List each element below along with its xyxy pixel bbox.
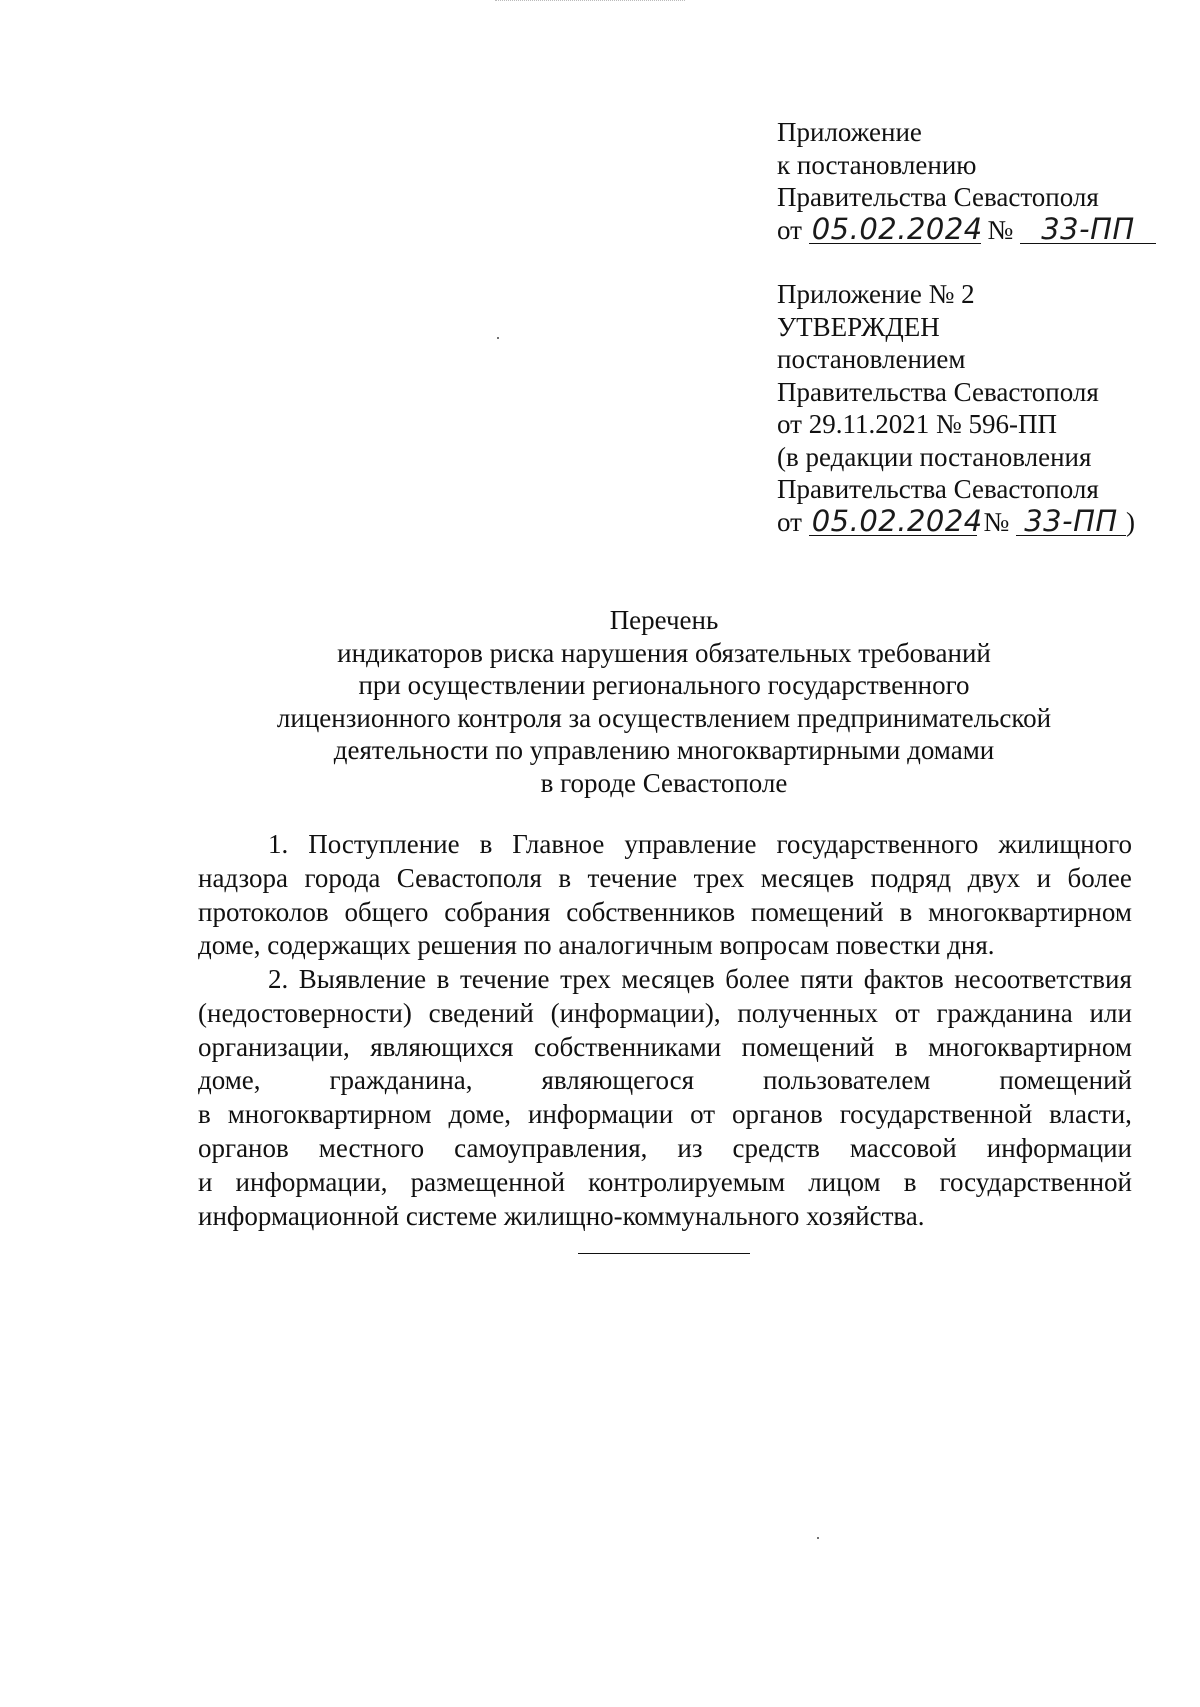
handwritten-date: 05.02.2024 (809, 215, 981, 244)
handwritten-date: 05.02.2024 (809, 507, 977, 536)
title-line: при осуществлении регионального государственного (358, 670, 970, 700)
title-heading: Перечень (609, 605, 719, 635)
list-title (232, 604, 1096, 799)
scan-speck (497, 337, 499, 339)
appendix-2-line: Правительства Севастополя (777, 376, 1099, 407)
paragraph-line: надзора города Севастополя в течение трех месяцев подряд двух и более (198, 862, 1132, 893)
appendix-2-line: УТВЕРЖДЕН (777, 311, 940, 342)
paragraph-1 (198, 828, 1132, 963)
paragraph-line: 2. Выявление в течение трех месяцев более пяти фактов несоответствия (268, 964, 1132, 994)
appendix-2-header (777, 278, 1135, 538)
appendix-2-line: Правительства Севастополя (777, 474, 1099, 504)
date-prefix: от (777, 506, 802, 537)
title-line: в городе Севастополе (540, 767, 788, 798)
appendix-line: Приложение (777, 117, 922, 147)
scan-speck (817, 1537, 819, 1539)
handwritten-number: 33-ПП (1020, 215, 1156, 244)
date-prefix: от (777, 214, 802, 245)
paragraph-line: и информации, размещенной контролируемым лицом в государственной (198, 1166, 1132, 1197)
paragraph-line: протоколов общего собрания собственников помещений в многоквартирном (198, 896, 1132, 927)
paragraph-line: доме, гражданина, являющегося пользователем помещений (198, 1065, 1132, 1096)
handwritten-number: 33-ПП (1016, 507, 1126, 536)
appendix-2-date-line (777, 503, 1135, 539)
appendix-line: к постановлению (777, 149, 977, 180)
scan-artifact (495, 0, 685, 5)
appendix-2-line: (в редакции постановления (777, 441, 1092, 472)
paragraph-line: организации, являющихся собственниками помещений в многоквартирном (198, 1031, 1132, 1062)
paragraph-line: в многоквартирном доме, информации от органов государственной власти, (198, 1099, 1132, 1130)
paragraph-line: (недостоверности) сведений (информации), полученных от гражданина или (198, 997, 1132, 1028)
closing-bracket: ) (1125, 506, 1135, 537)
number-prefix: № (987, 214, 1014, 245)
appendix-header (777, 116, 1156, 246)
appendix-line: Правительства Севастополя (777, 182, 1099, 212)
appendix-date-line (777, 211, 1156, 247)
title-line: лицензионного контроля за осуществлением предпринимательской (276, 702, 1052, 733)
appendix-2-line: постановлением (777, 344, 966, 374)
appendix-2-line: Приложение № 2 (777, 279, 975, 309)
title-line: индикаторов риска нарушения обязательных требований (337, 637, 991, 668)
paragraph-line: информационной системе жилищно-коммунального хозяйства. (198, 1200, 925, 1231)
paragraph-line: доме, содержащих решения по аналогичным вопросам повестки дня. (198, 930, 995, 961)
appendix-2-line: от 29.11.2021 № 596-ПП (777, 409, 1057, 439)
paragraph-line: 1. Поступление в Главное управление государственного жилищного (268, 829, 1132, 859)
number-prefix: № (983, 506, 1010, 537)
paragraph-2 (198, 963, 1132, 1233)
paragraph-line: органов местного самоуправления, из средств массовой информации (198, 1132, 1132, 1163)
title-line: деятельности по управлению многоквартирными домами (333, 735, 995, 765)
end-rule (578, 1253, 750, 1254)
